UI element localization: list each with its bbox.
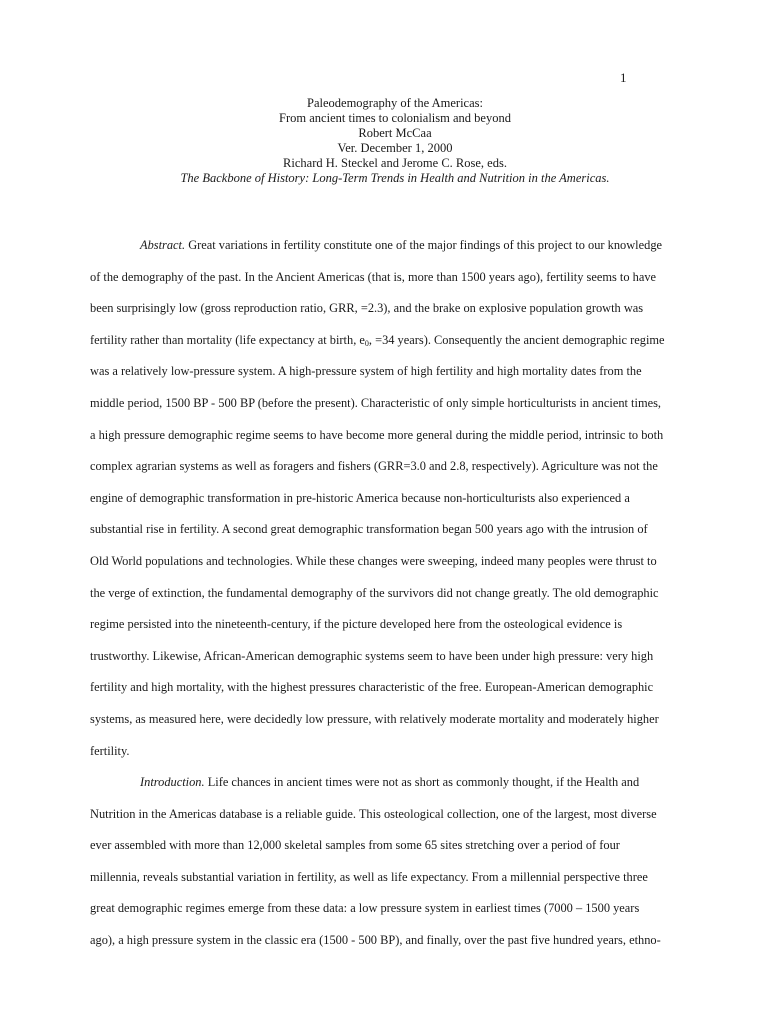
abstract-line — [90, 325, 700, 357]
abstract-line: middle period, 1500 BP - 500 BP (before the present). Characteristic of only simple horticulturists in ancient times, — [90, 395, 661, 410]
abstract-line — [90, 230, 700, 262]
abstract-line: regime persisted into the nineteenth-century, if the picture developed here from the osteological evidence is — [90, 617, 623, 632]
body-text — [90, 230, 700, 957]
abstract-text: , =34 years). Consequently the ancient demographic regime — [368, 332, 665, 347]
introduction-line: Nutrition in the Americas database is a reliable guide. This osteological collection, one of the largest, most diverse — [90, 806, 657, 821]
abstract-line: systems, as measured here, were decidedly low pressure, with relatively moderate mortality and moderately higher — [90, 711, 659, 726]
abstract-line: was a relatively low-pressure system. A high-pressure system of high fertility and high mortality dates from the — [90, 364, 642, 379]
document-header — [80, 96, 710, 186]
version-date: Ver. December 1, 2000 — [337, 141, 453, 155]
abstract-label: Abstract. — [140, 238, 186, 252]
introduction-line: ago), a high pressure system in the classic era (1500 - 500 BP), and finally, over the past five hundred years, ethno- — [90, 933, 661, 948]
book-title: The Backbone of History: Long-Term Trends in Health and Nutrition in the Americas. — [180, 171, 610, 185]
abstract-text: fertility rather than mortality (life expectancy at birth, e — [90, 332, 365, 347]
abstract-line: fertility. — [90, 743, 130, 758]
abstract-line: the verge of extinction, the fundamental demography of the survivors did not change greatly. The old demographic — [90, 585, 659, 600]
abstract-line: Old World populations and technologies. While these changes were sweeping, indeed many peoples were thrust to — [90, 553, 657, 568]
subscript: 0 — [364, 338, 369, 348]
abstract-text: Great variations in fertility constitute one of the major findings of this project to our knowledge — [185, 238, 663, 252]
introduction-line: millennia, reveals substantial variation in fertility, as well as life expectancy. From a millennial perspective three — [90, 869, 648, 884]
abstract-line: of the demography of the past. In the Ancient Americas (that is, more than 1500 years ago), fertility seems to have — [90, 269, 657, 284]
abstract-line: complex agrarian systems as well as foragers and fishers (GRR=3.0 and 2.8, respectively). Agriculture was not the — [90, 459, 658, 474]
page-number: 1 — [620, 70, 627, 85]
abstract-line: substantial rise in fertility. A second great demographic transformation began 500 years ago with the intrusion of — [90, 522, 648, 537]
introduction-line — [90, 767, 700, 799]
introduction-line: ever assembled with more than 12,000 skeletal samples from some 65 sites stretching over a period of four — [90, 838, 620, 853]
introduction-line: great demographic regimes emerge from these data: a low pressure system in earliest times (7000 – 1500 years — [90, 901, 640, 916]
abstract-line: engine of demographic transformation in pre-historic America because non-horticulturists also experienced a — [90, 490, 630, 505]
introduction-text: Life chances in ancient times were not as short as commonly thought, if the Health and — [204, 775, 640, 790]
paper-title: Paleodemography of the Americas: — [307, 96, 483, 110]
abstract-line: been surprisingly low (gross reproduction ratio, GRR, =2.3), and the brake on explosive population growth was — [90, 301, 644, 316]
abstract-line: trustworthy. Likewise, African-American demographic systems seem to have been under high pressure: very high — [90, 648, 654, 663]
editors: Richard H. Steckel and Jerome C. Rose, eds. — [283, 156, 507, 170]
author: Robert McCaa — [358, 126, 432, 140]
abstract-line: fertility and high mortality, with the highest pressures characteristic of the free. European-American demographic — [90, 680, 654, 695]
abstract-line: a high pressure demographic regime seems to have become more general during the middle period, intrinsic to both — [90, 427, 664, 442]
paper-subtitle: From ancient times to colonialism and beyond — [279, 111, 511, 125]
introduction-label: Introduction. — [140, 775, 205, 790]
